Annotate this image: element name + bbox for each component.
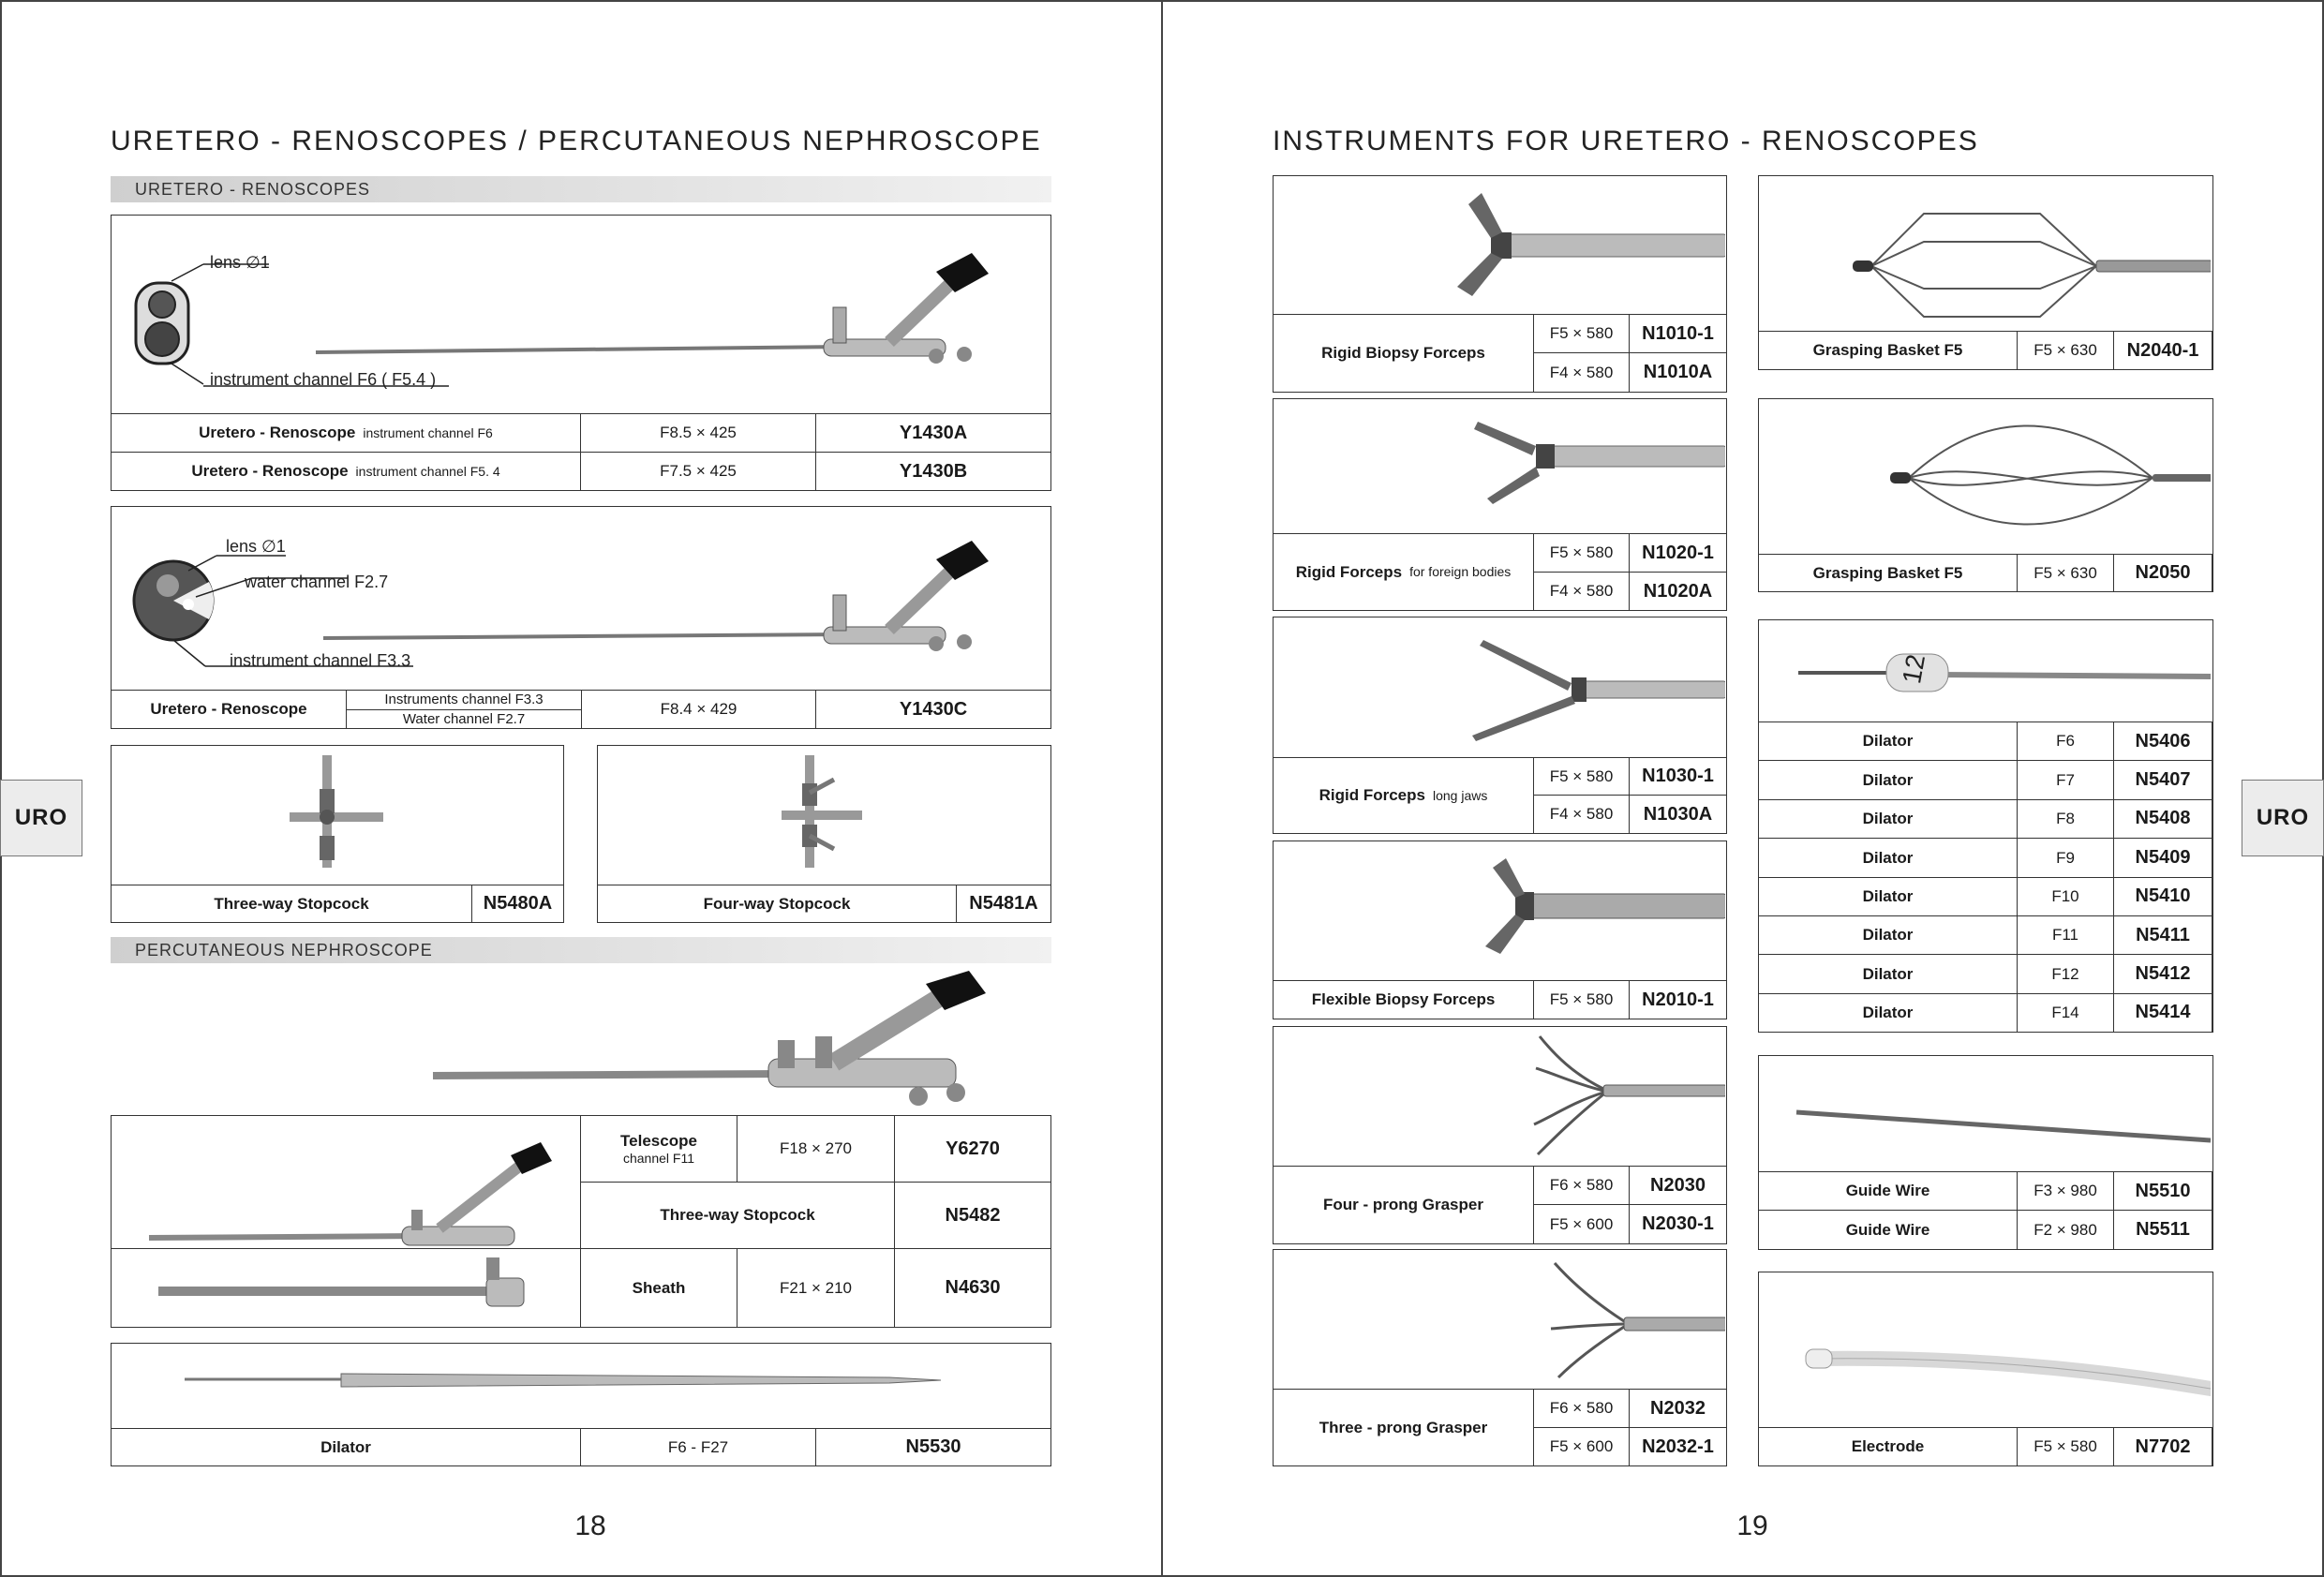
product-code: N5407	[2113, 760, 2212, 799]
product-name: Three - prong Grasper	[1273, 1389, 1534, 1466]
product-size: F5 × 580	[1533, 757, 1630, 796]
product-code: N2040-1	[2113, 331, 2212, 370]
product-size: F9	[2017, 838, 2114, 877]
product-code: Y1430A	[815, 413, 1051, 453]
telescope-name-cell	[580, 1115, 737, 1183]
product-name: Flexible Biopsy Forceps	[1273, 980, 1534, 1019]
product-size: F8.4 × 429	[581, 690, 816, 729]
product-name-cell	[1273, 533, 1534, 611]
product-size: F4 × 580	[1533, 795, 1630, 834]
product-code: N5408	[2113, 799, 2212, 839]
product-block-n5481a	[597, 745, 1051, 923]
product-size: F5 × 580	[2017, 1427, 2114, 1466]
row-divider	[111, 1248, 581, 1249]
product-size: F6 - F27	[580, 1428, 816, 1466]
product-name: Dilator	[1758, 954, 2018, 993]
product-name: Three-way Stopcock	[111, 885, 472, 923]
product-block-rigid-forceps-long	[1273, 617, 1727, 834]
product-code: N5409	[2113, 838, 2212, 877]
grasper-illustration	[1274, 1250, 1725, 1389]
product-size: F12	[2017, 954, 2114, 993]
product-code: N5411	[2113, 915, 2212, 955]
product-size: F21 × 210	[737, 1248, 895, 1328]
product-code: N1010-1	[1629, 314, 1727, 353]
product-code: N2030-1	[1629, 1204, 1727, 1244]
product-name-cell	[111, 452, 581, 491]
dilator-size-label: 12	[1897, 651, 1931, 686]
guide-wire-illustration	[1759, 1056, 2211, 1172]
product-code: N1030A	[1629, 795, 1727, 834]
product-code: Y6270	[894, 1115, 1051, 1183]
product-size: F5 × 630	[2017, 331, 2114, 370]
product-name: Dilator	[1758, 915, 2018, 955]
product-size: F6	[2017, 722, 2114, 761]
product-size: F11	[2017, 915, 2114, 955]
product-code: N5412	[2113, 954, 2212, 993]
basket-illustration	[1759, 176, 2211, 332]
page-number: 19	[1736, 1510, 1768, 1541]
product-name: Uretero - Renoscope	[191, 462, 349, 481]
product-name: Electrode	[1758, 1427, 2018, 1466]
product-size: F8	[2017, 799, 2114, 839]
water-channel-label: water channel F2.7	[245, 573, 389, 591]
product-note: for foreign bodies	[1409, 564, 1512, 580]
product-block-n2050	[1758, 398, 2213, 592]
product-code: Y1430B	[815, 452, 1051, 491]
product-code: N7702	[2113, 1427, 2212, 1466]
product-code: N5530	[815, 1428, 1051, 1466]
product-size: F4 × 580	[1533, 572, 1630, 611]
product-name: Dilator	[111, 1428, 581, 1466]
product-size: F6 × 580	[1533, 1166, 1630, 1205]
product-note: channel F11	[622, 1150, 694, 1166]
product-name-cell	[1273, 757, 1534, 834]
product-code: Y1430C	[815, 690, 1051, 729]
product-code: N2010-1	[1629, 980, 1727, 1019]
product-code: N5510	[2113, 1171, 2212, 1211]
product-code: N5414	[2113, 993, 2212, 1033]
page-title: INSTRUMENTS FOR URETERO - RENOSCOPES	[1273, 126, 1979, 156]
stopcock-illustration	[112, 746, 561, 886]
basket-illustration	[1759, 399, 2211, 555]
product-code: N2032-1	[1629, 1427, 1727, 1466]
product-size: F6 × 580	[1533, 1389, 1630, 1428]
product-size: F5 × 580	[1533, 533, 1630, 573]
product-code: N4630	[894, 1248, 1051, 1328]
product-name-cell	[111, 413, 581, 453]
product-block-four-prong	[1273, 1026, 1727, 1244]
product-name: Uretero - Renoscope	[111, 690, 347, 729]
product-code: N5480A	[471, 885, 564, 923]
product-code: N1030-1	[1629, 757, 1727, 796]
product-code: N2030	[1629, 1166, 1727, 1205]
product-block-rigid-forceps-foreign	[1273, 398, 1727, 611]
product-size: F7.5 × 425	[580, 452, 816, 491]
product-block-three-prong	[1273, 1249, 1727, 1466]
product-size: F14	[2017, 993, 2114, 1033]
product-name: Grasping Basket F5	[1758, 554, 2018, 592]
product-note: instrument channel F5. 4	[355, 463, 500, 479]
product-code: N2050	[2113, 554, 2212, 592]
product-block-n7702	[1758, 1272, 2213, 1466]
product-note: Instruments channel F3.3	[346, 690, 582, 710]
product-size: F2 × 980	[2017, 1210, 2114, 1250]
product-size: F5 × 600	[1533, 1204, 1630, 1244]
dilator-illustration	[112, 1344, 1049, 1428]
product-code: N1020A	[1629, 572, 1727, 611]
channel-label: instrument channel F6 ( F5.4 )	[210, 370, 437, 389]
page-right	[1162, 0, 2324, 1577]
product-name: Uretero - Renoscope	[199, 424, 356, 442]
product-note: Water channel F2.7	[346, 709, 582, 729]
page-title: URETERO - RENOSCOPES / PERCUTANEOUS NEPHROSCOPE	[111, 126, 1042, 156]
electrode-illustration	[1759, 1272, 2211, 1428]
product-name: Rigid Forceps	[1295, 562, 1403, 581]
product-block-dilators	[1758, 619, 2213, 1033]
product-name: Four - prong Grasper	[1273, 1166, 1534, 1244]
nephroscope-illustration	[431, 965, 993, 1115]
product-block-guidewires	[1758, 1055, 2213, 1250]
product-size: F5 × 630	[2017, 554, 2114, 592]
product-name: Dilator	[1758, 838, 2018, 877]
product-code: N5406	[2113, 722, 2212, 761]
product-code: N5482	[894, 1182, 1051, 1249]
product-name: Dilator	[1758, 877, 2018, 916]
product-code: N2032	[1629, 1389, 1727, 1428]
product-name: Dilator	[1758, 722, 2018, 761]
product-block-percutaneous	[111, 1115, 1051, 1328]
product-name: Four-way Stopcock	[597, 885, 957, 923]
product-code: N1020-1	[1629, 533, 1727, 573]
product-name: Guide Wire	[1758, 1210, 2018, 1250]
product-block-n5480a	[111, 745, 564, 923]
lens-label: lens ∅1	[226, 537, 286, 556]
page-number: 18	[574, 1510, 606, 1541]
product-code: N1010A	[1629, 352, 1727, 393]
product-code: N5481A	[956, 885, 1051, 923]
product-code: N5410	[2113, 877, 2212, 916]
product-size: F10	[2017, 877, 2114, 916]
product-block-y1430a	[111, 215, 1051, 491]
product-size: F8.5 × 425	[580, 413, 816, 453]
forceps-illustration	[1274, 176, 1725, 315]
dilator-illustration	[1759, 620, 2211, 722]
product-code: N5511	[2113, 1210, 2212, 1250]
product-size: F5 × 600	[1533, 1427, 1630, 1466]
forceps-illustration	[1274, 617, 1725, 758]
product-block-y1430c	[111, 506, 1051, 729]
product-block-biopsy-forceps	[1273, 175, 1727, 393]
product-size: F3 × 980	[2017, 1171, 2114, 1211]
product-size: F4 × 580	[1533, 352, 1630, 393]
grasper-illustration	[1274, 1027, 1725, 1166]
product-name: Sheath	[580, 1248, 737, 1328]
product-name: Dilator	[1758, 760, 2018, 799]
product-name: Rigid Biopsy Forceps	[1273, 314, 1534, 393]
stopcock-illustration	[598, 746, 1048, 886]
product-block-n5530	[111, 1343, 1051, 1466]
product-name: Telescope	[620, 1132, 697, 1151]
product-name: Dilator	[1758, 993, 2018, 1033]
product-size: F18 × 270	[737, 1115, 895, 1183]
product-block-flexible-biopsy	[1273, 841, 1727, 1019]
section-tab: URO	[0, 780, 82, 856]
product-size: F5 × 580	[1533, 314, 1630, 353]
product-name: Three-way Stopcock	[580, 1182, 895, 1249]
product-name: Grasping Basket F5	[1758, 331, 2018, 370]
product-name: Dilator	[1758, 799, 2018, 839]
section-band-uretero: URETERO - RENOSCOPES	[111, 176, 1051, 202]
product-size: F5 × 580	[1533, 980, 1630, 1019]
forceps-illustration	[1274, 841, 1725, 980]
channel-label: instrument channel F3.3	[230, 651, 411, 670]
product-size: F7	[2017, 760, 2114, 799]
section-tab: URO	[2242, 780, 2324, 856]
product-note: long jaws	[1432, 787, 1488, 803]
product-block-n2040-1	[1758, 175, 2213, 370]
section-band-percutaneous: PERCUTANEOUS NEPHROSCOPE	[111, 937, 1051, 963]
product-note: instrument channel F6	[363, 424, 493, 440]
product-name: Guide Wire	[1758, 1171, 2018, 1211]
product-name: Rigid Forceps	[1318, 786, 1425, 805]
forceps-illustration	[1274, 399, 1725, 534]
lens-label: lens ∅1	[210, 253, 270, 272]
